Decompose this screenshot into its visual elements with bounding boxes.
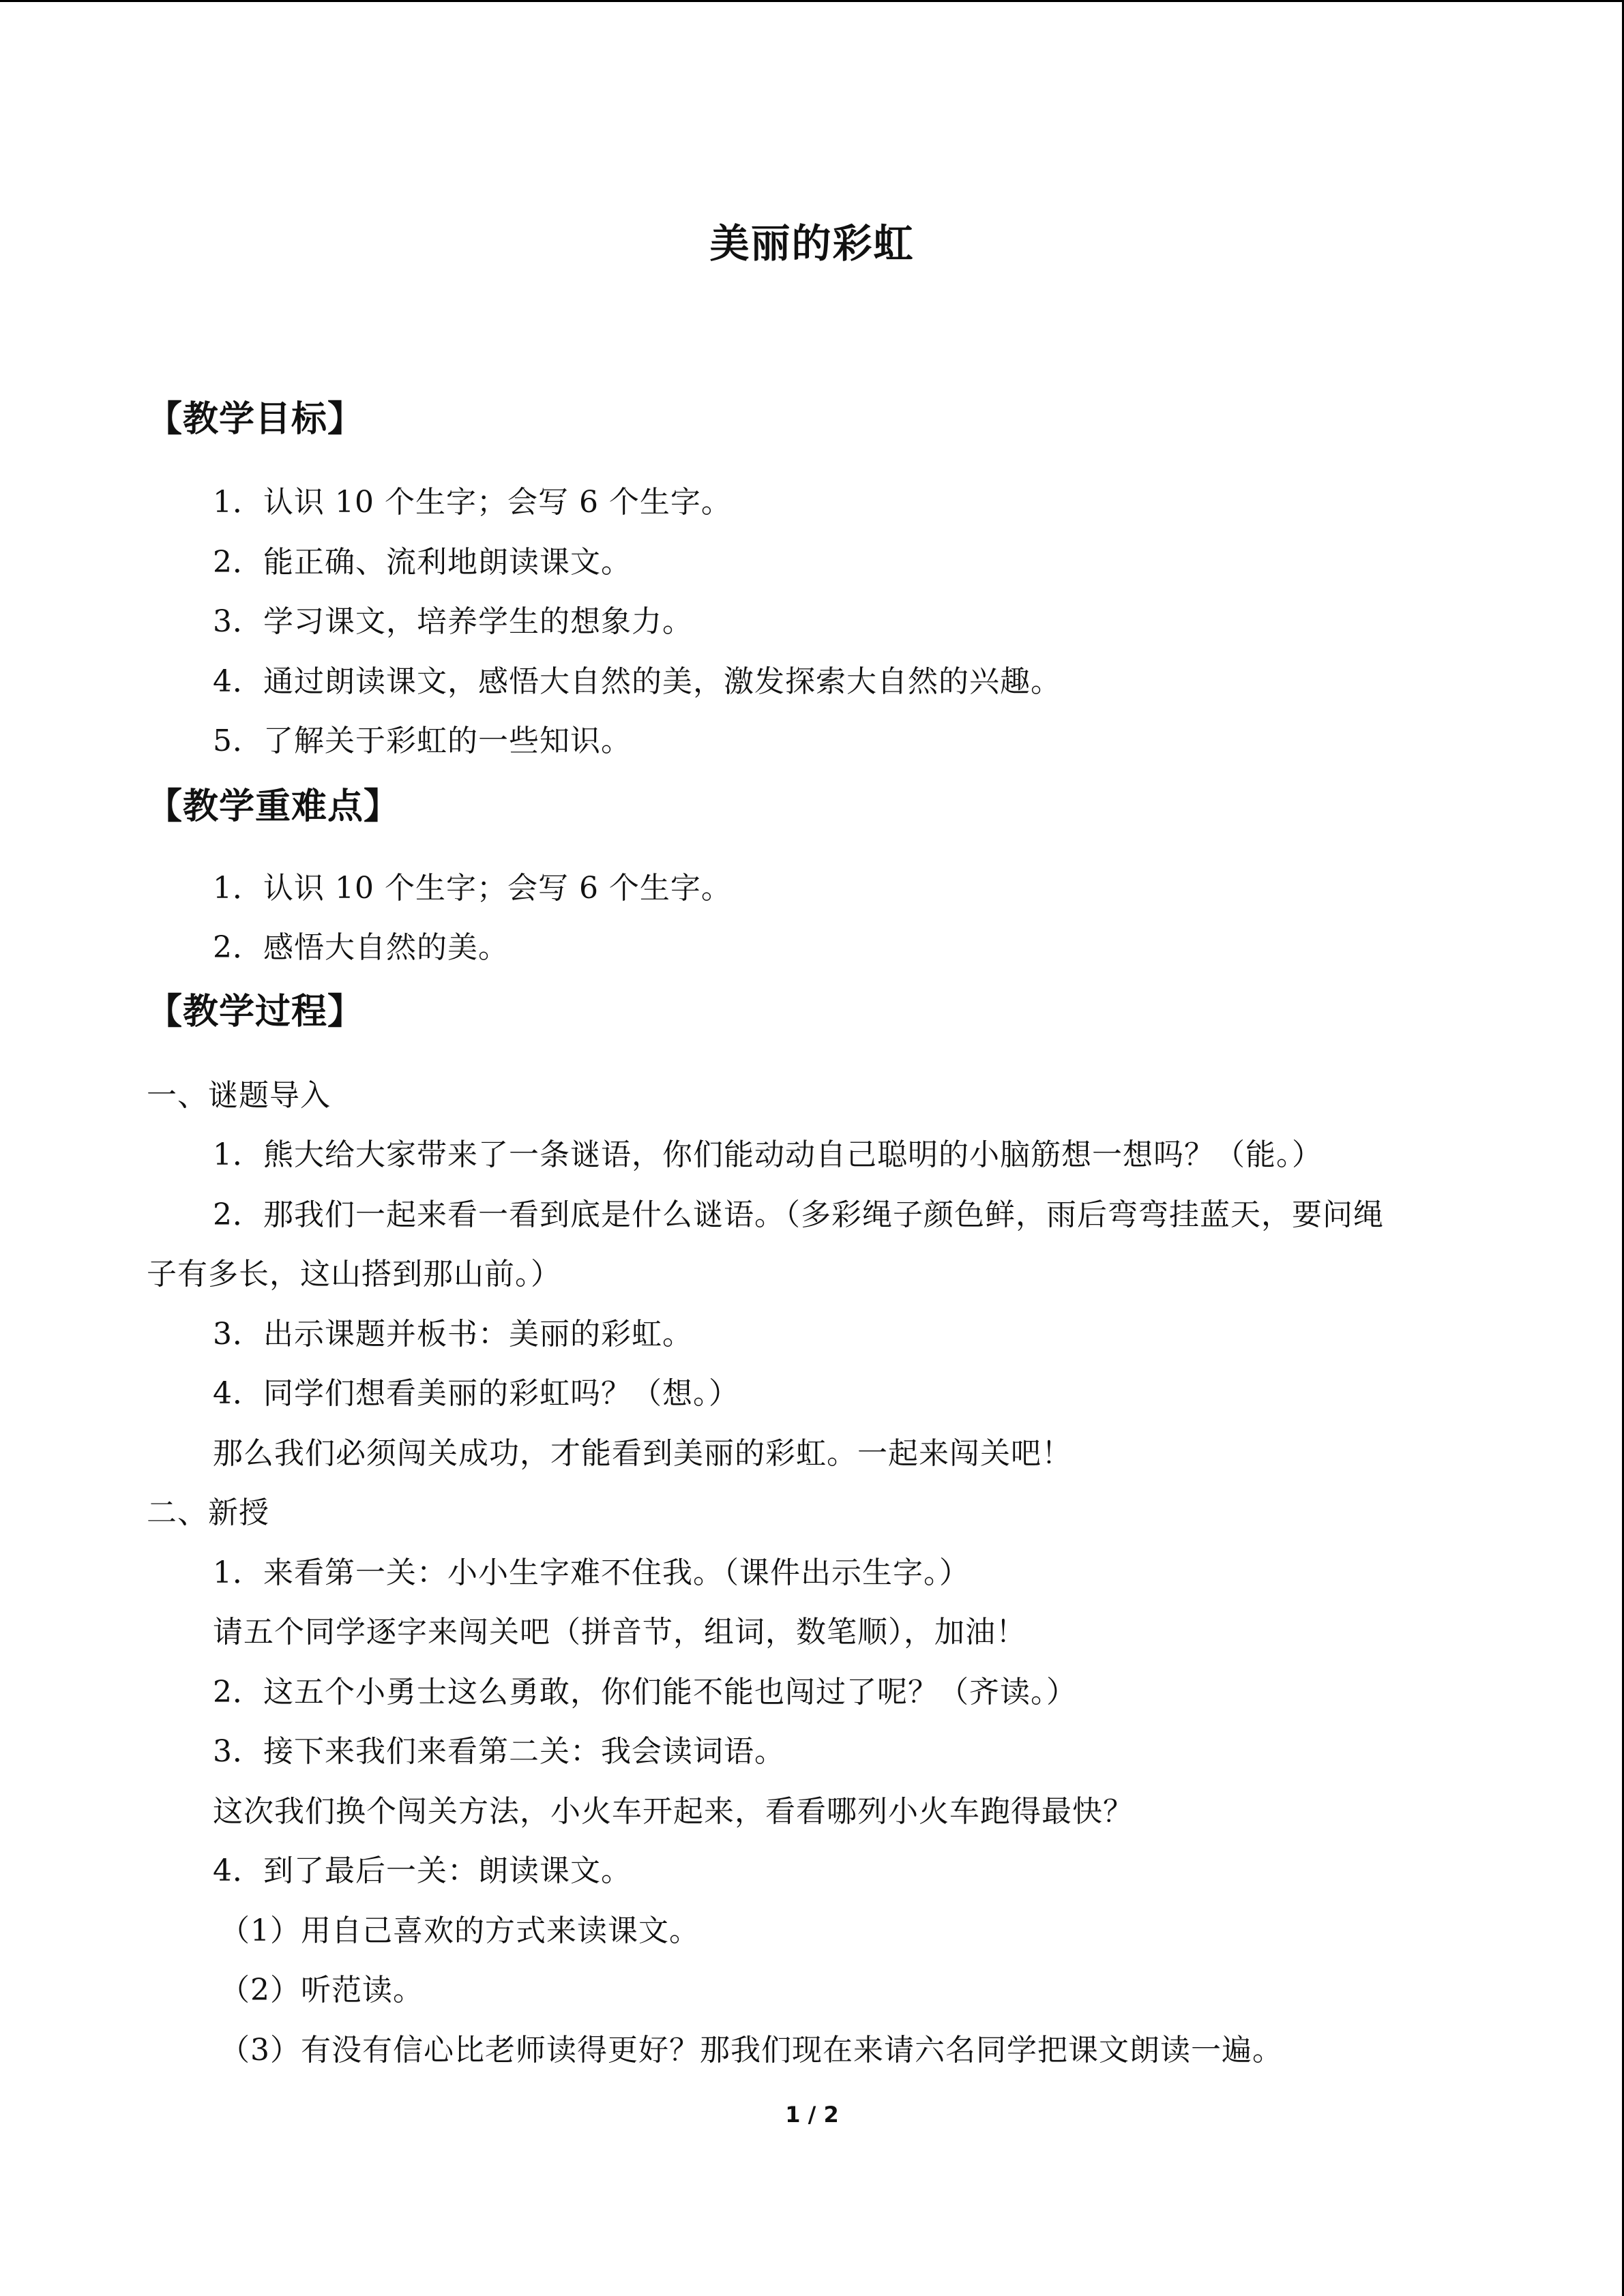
objective-item: 1．认识 10 个生字；会写 6 个生字。 [213,485,732,520]
process-line: 2．那我们一起来看一看到底是什么谜语。（多彩绳子颜色鲜，雨后弯弯挂蓝天，要问绳 [213,1197,1384,1232]
process-line: 2．这五个小勇士这么勇敢，你们能不能也闯过了呢？（齐读。） [213,1675,1077,1710]
section-heading-process: 【教学过程】 [147,992,364,1032]
section-heading-objectives: 【教学目标】 [147,399,364,440]
process-line: （1）用自己喜欢的方式来读课文。 [220,1913,700,1948]
key-point-item: 2．感悟大自然的美。 [213,930,509,965]
process-line: 子有多长，这山搭到那山前。） [147,1257,561,1292]
objective-item: 5．了解关于彩虹的一些知识。 [213,724,632,758]
process-line: 那么我们必须闯关成功，才能看到美丽的彩虹。一起来闯关吧！ [213,1436,1072,1471]
process-line: 3．接下来我们来看第二关：我会读词语。 [213,1734,785,1769]
process-line: （2）听范读。 [220,1973,424,2008]
section-heading-key-points: 【教学重难点】 [147,786,400,827]
objective-item: 2．能正确、流利地朗读课文。 [213,545,632,580]
process-line: 1．熊大给大家带来了一条谜语，你们能动动自己聪明的小脑筋想一想吗？（能。） [213,1137,1323,1172]
objective-item: 3．学习课文，培养学生的想象力。 [213,604,693,639]
page-number: 1 / 2 [785,2102,839,2128]
process-line: 3．出示课题并板书：美丽的彩虹。 [213,1317,693,1352]
process-line: （3）有没有信心比老师读得更好？那我们现在来请六名同学把课文朗读一遍。 [220,2033,1283,2068]
process-line: 4．到了最后一关：朗读课文。 [213,1853,632,1888]
process-line: 这次我们换个闯关方法，小火车开起来，看看哪列小火车跑得最快？ [213,1794,1134,1829]
process-subheading: 二、新授 [147,1495,269,1530]
process-line: 请五个同学逐字来闯关吧（拼音节，组词，数笔顺），加油！ [213,1615,1027,1650]
objective-item: 4．通过朗读课文，感悟大自然的美，激发探索大自然的兴趣。 [213,664,1061,699]
document-title: 美丽的彩虹 [709,220,915,267]
process-line: 4．同学们想看美丽的彩虹吗？（想。） [213,1376,739,1411]
process-subheading: 一、谜题导入 [147,1078,331,1113]
process-line: 1．来看第一关：小小生字难不住我。（课件出示生字。） [213,1555,970,1590]
key-point-item: 1．认识 10 个生字；会写 6 个生字。 [213,871,732,906]
